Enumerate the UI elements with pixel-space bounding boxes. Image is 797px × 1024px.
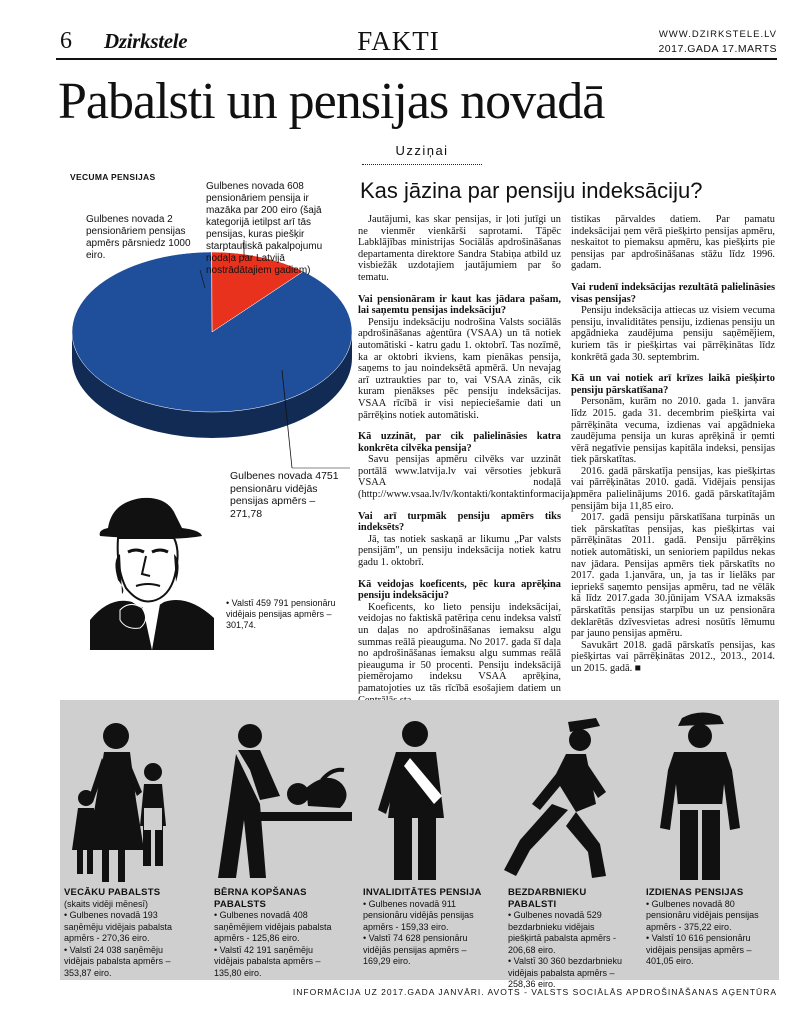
website: WWW.DZIRKSTELE.LV xyxy=(658,29,777,40)
header-rule xyxy=(56,58,777,60)
benefit-title: IZDIENAS PENSIJAS xyxy=(646,887,744,898)
article-paragraph: Pensiju indeksāciju nodrošina Valsts sociālās apdrošināšanas aģentūra (VSAA) un tā notiek automātiski - katru gadu 1. oktobrī. Tas nozīmē, ka ar oktobri ikviens, kam pienākas pensija, saņems to jau noindeksētā apmērā. Un nevajag arī uztraukties par to, vai VSAA zinās, cik kuram pienākses pēc pensiju indeksācijas. VSAA rīcībā ir visi nepieciešamie dati un pārrēķins notiek automātiski. xyxy=(358,316,561,421)
benefit-subtitle: (skaits vidēji mēnesī) xyxy=(64,898,149,909)
article-title: Kas jāzina par pensiju indeksāciju? xyxy=(360,178,703,203)
annotation-national: • Valstī 459 791 pensionāru vidējais pensijas apmērs – 301,74. xyxy=(226,598,336,630)
newspaper-logo: Dzirkstele xyxy=(104,29,188,53)
article-column-1 xyxy=(358,214,576,706)
uniformed-officer-icon xyxy=(660,712,740,880)
benefit-title: BEZDARBNIEKU PABALSTI xyxy=(508,887,587,910)
benefit-national: • Valstī 74 628 pensionāru vidējās pensijas apmērs – 169,29 eiro. xyxy=(363,933,468,966)
benefit-caption-service xyxy=(646,887,768,968)
benefit-title: BĒRNA KOPŠANAS PABALSTS xyxy=(214,887,307,910)
annotation-over-1000: Gulbenes novada 2 pensionāriem pensijas apmērs pārsniedz 1000 eiro. xyxy=(86,214,191,261)
article-question: Vai pensionāram ir kaut kas jādara pašam, lai saņemtu pensijas indeksāciju? xyxy=(358,293,561,317)
article-column-2 xyxy=(571,214,775,675)
page-number: 6 xyxy=(60,28,72,54)
benefit-caption-unemployment xyxy=(508,887,630,991)
article-question: Kā un vai notiek arī krīzes laikā piešķirto pensiju pārskatīšana? xyxy=(571,373,775,396)
issue-date: 2017.GADA 17.MARTS xyxy=(658,43,777,55)
article-paragraph: Jautājumi, kas skar pensijas, ir ļoti jutīgi un ne vienmēr vienkārši saprotami. Tāpēc Labklājības ministrijas Sociālās apdrošināšanas departamenta direktore Sandra Stabiņa atbild uz visbiežāk uzdotajiem jautājumiem par šo tematu. xyxy=(358,214,561,283)
benefit-national: • Valstī 42 191 saņēmēju vidējais pabalsta apmērs – 135,80 eiro. xyxy=(214,944,321,978)
article-question: Kā uzzināt, par cik palielināsies katra konkrēta cilvēka pensija? xyxy=(358,431,561,454)
benefit-national: • Valstī 24 038 saņēmēju vidējais pabalsta apmērs – 353,87 eiro. xyxy=(64,944,171,978)
walking-worker-icon xyxy=(504,718,606,878)
old-man-portrait xyxy=(90,490,214,650)
chart-title: VECUMA PENSIJAS xyxy=(70,172,156,182)
article-paragraph: Koeficents, ko lieto pensiju indeksācijai, veidojas no faktiskā patēriņa cenu indeksa valstī un daļas no apdrošināšanas iemaksu algu summas reālā pieauguma. No 2017. gada šī daļa no apdrošināšanas iemaksu algu summas reālā pieauguma ir 50 procenti. Pensiju indeksācijā piemērojamo indeksu VSAA aprēķina, pamatojoties uz tās rīcībā esošajiem datiem un xyxy=(358,601,561,694)
benefit-pictograms xyxy=(60,700,779,890)
benefit-local: • Gulbenes novadā 80 pensionāru vidējais pensijas apmērs - 375,22 eiro. xyxy=(646,898,759,932)
diaper-changing-icon xyxy=(218,724,352,878)
article-question: Kā veidojas koeficents, pēc kura aprēķina pensiju indeksāciju? xyxy=(358,578,561,602)
benefit-caption-parental xyxy=(64,887,186,979)
source-footer: INFORMĀCIJA UZ 2017.GADA JANVĀRI. AVOTS - VALSTS SOCIĀLĀS APDROŠINĀŠANAS AĢENTŪRA xyxy=(292,987,777,997)
benefit-local: • Gulbenes novadā 193 saņēmēju vidējais pabalsta apmērs - 270,36 eiro. xyxy=(64,910,173,943)
article-paragraph: Jā, tas notiek saskaņā ar likumu „Par valsts pensijām", un pensiju indeksācija notiek katru gadu 1. oktobrī. xyxy=(358,533,561,569)
benefit-title: INVALIDITĀTES PENSIJA xyxy=(363,887,482,898)
benefit-national: • Valstī 30 360 bezdarbnieku vidējais pabalsta apmērs – 258,36 eiro. xyxy=(508,956,623,989)
benefit-caption-disability xyxy=(363,887,485,968)
article-paragraph: tistikas pārvaldes datiem. Par pamatu indeksācijai ņem vērā piešķirto pensijas apmēru, neskaitot to piemaksu apmēru, kas piešķirts pie pensijas par apdrošināšanas stāžu līdz 1996. gadam. xyxy=(571,214,775,272)
article-paragraph: Personām, kurām no 2010. gada 1. janvāra līdz 2015. gada 31. decembrim piešķirta vai pārrēķināta vecuma, izdienas vai apgādnieka zaudējuma pensija un kuras aprēķinā ir ņemti vērā negatīvie pensijas kapitāla indeksi, pensijas tiek pārskatītas. xyxy=(571,396,775,466)
article-question: Vai rudenī indeksācijas rezultātā palielināsies visas pensijas? xyxy=(571,281,775,305)
benefit-local: • Gulbenes novadā 529 bezdarbnieku vidējais piešķirtā pabalsta apmērs - 206,68 eiro. xyxy=(508,910,617,955)
benefit-title: VECĀKU PABALSTS xyxy=(64,887,161,898)
rubric-label: Uzziņai xyxy=(395,143,449,158)
rubric-rule xyxy=(362,164,482,165)
benefit-caption-childcare xyxy=(214,887,336,979)
benefit-local: • Gulbenes novadā 911 pensionāru vidējās pensijas apmērs - 159,33 eiro. xyxy=(363,898,474,932)
article-paragraph: Savu pensijas apmēru cilvēks var uzzināt portālā www.latvija.lv vai vērsoties jebkurā VSAA nodaļā (http://www.vsaa.lv/lv/kontakti/kontaktinformacija). xyxy=(358,454,576,501)
injured-arm-icon xyxy=(378,721,444,880)
header-meta xyxy=(658,27,777,57)
benefit-national: • Valstī 10 616 pensionāru vidējais pensijas apmērs – 401,05 eiro. xyxy=(646,933,752,966)
family-icon xyxy=(72,723,166,882)
page-headline: Pabalsti un pensijas novadā xyxy=(58,73,605,130)
article-paragraph: Savukārt 2018. gadā pārskatīs pensijas, kas piešķirtas vai pārrēķinātas 2012., 2013., 2014. un 2015. gadā. ■ xyxy=(571,639,775,674)
article-paragraph: Pensiju indeksācija attiecas uz visiem vecuma pensiju, invaliditātes pensiju, izdienas pensiju un apgādnieka zaudējuma pensiju saņēmējiem, kuriem tās ir piešķirtas vai pārrēķinātas līdz konkrētā gada 30. septembrim. xyxy=(571,305,775,363)
section-title: FAKTI xyxy=(357,26,440,56)
article-paragraph: 2016. gadā pārskatīja pensijas, kas piešķirtas vai pārrēķinātas 2010. gadā. Vidējais pensijas apmēra palielinājums 2016. gadā pārskatītajām pensijām bija 11,85 eiro. xyxy=(571,465,775,512)
benefit-local: • Gulbenes novadā 408 saņēmējiem vidējais pabalsta apmērs - 125,86 eiro. xyxy=(214,910,332,943)
article-paragraph: 2017. gadā pensiju pārskatīšana turpinās un tiek pārskatītas pensijas, kas piešķirtas vai pārrēķinātas 2011. gadā. Pensiju pārrēķins notiek automātiski, un senioriem papildus nekas nav jādara. Pensijas apmērs tiek pārskatīts no 2017. gada 1.janvāra, un, ja tas ir lielāks par iepriekš saņemto pensijas apmēru, tad ne vēlāk kā līdz 2017.gada 30.jūnijam VSAA izmaksās pārskatītās pensijas starpību un uz pensionāra deklarētās dzīvesvietas adresi nosūtīs lēmumu par jauno pensijas apmēru. xyxy=(571,512,775,640)
annotation-under-200: Gulbenes novada 608 pensionāriem pensija ir mazāka par 200 eiro (šajā kategorijā ietilpst arī tās pensijas, kuras piešķir starptautiskā pakalpojumu nodaļa par Latvijā nostrādātajiem gadiem) xyxy=(206,181,323,276)
article-question: Vai arī turpmāk pensiju apmērs tiks indeksēts? xyxy=(358,510,561,534)
annotation-average: Gulbenes novada 4751 pensionāru vidējās pensijas apmērs – 271,78 xyxy=(230,470,339,520)
